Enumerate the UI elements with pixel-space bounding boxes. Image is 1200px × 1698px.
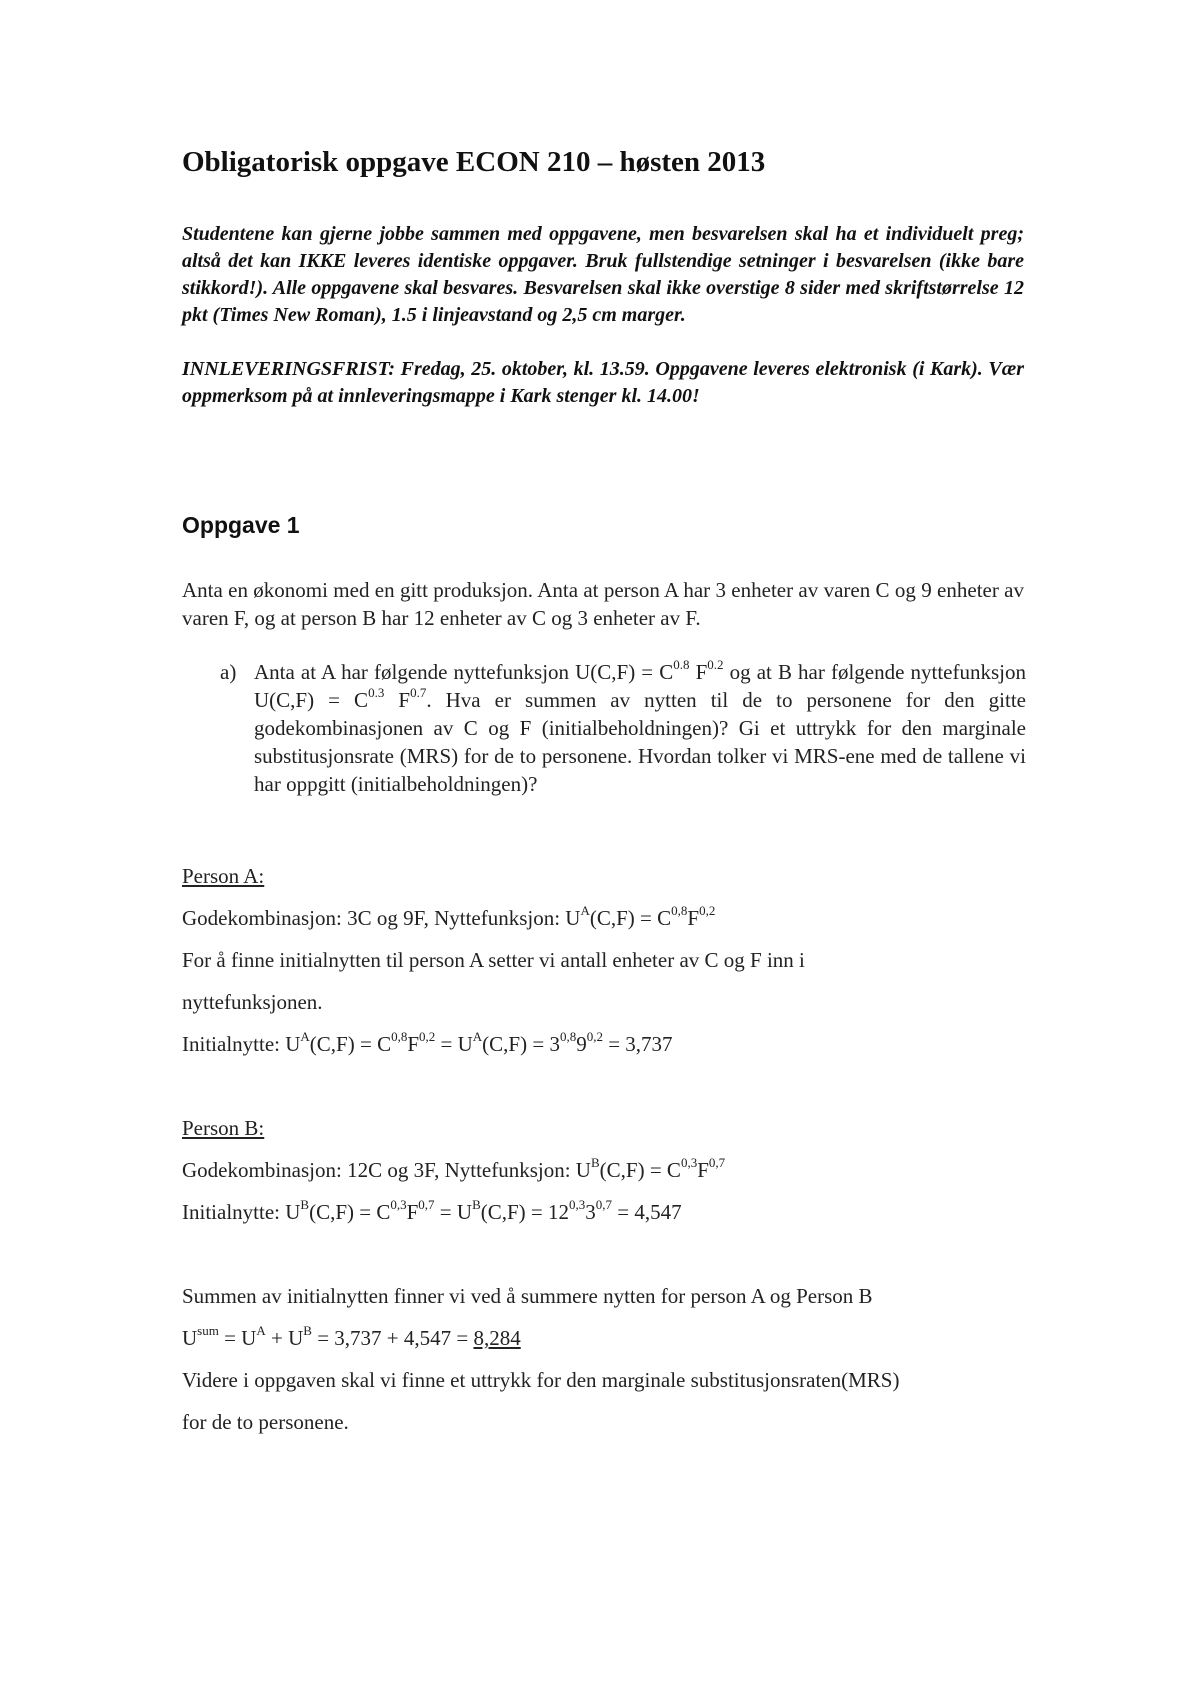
person-b-combination: Godekombinasjon: 12C og 3F, Nyttefunksjon: $U^B(C,F) = C^{0,3}F^{0,7}$	[182, 1155, 726, 1182]
summary-line-3: Videre i oppgaven skal vi finne et uttrykk for den marginale substitusjonsraten(MRS)	[182, 1368, 900, 1392]
summary-line-4: for de to personene.	[182, 1410, 349, 1434]
summary-total-utility: $U^{sum} = U^A + U^B = 3,737 + 4,547 = 8,284$	[182, 1323, 521, 1350]
task-item-a	[220, 658, 1026, 798]
person-a-initial-utility: Initialnytte: $U^A(C,F) = C^{0,8}F^{0,2} = U^A(C,F) = 3^{0,8}9^{0,2} = 3,737$	[182, 1029, 673, 1056]
task-label: a)	[220, 660, 237, 684]
task-intro-paragraph: Anta en økonomi med en gitt produksjon. Anta at person A har 3 enheter av varen C og 9 enheter av varen F, og at person B har 12 enheter av C og 3 enheter av F.	[182, 578, 1024, 630]
deadline-paragraph: INNLEVERINGSFRIST: Fredag, 25. oktober, kl. 13.59. Oppgavene leveres elektronisk (i Kark). Vær oppmerksom på at innleveringsmappe i Kark stenger kl. 14.00!	[182, 358, 1024, 407]
person-a-combination: Godekombinasjon: 3C og 9F, Nyttefunksjon: $U^A(C,F) = C^{0,8}F^{0,2}$	[182, 903, 716, 930]
task-text: Anta at A har følgende nyttefunksjon $U(C,F) = C^{0.8}$ $F^{0.2}$ og at B har følgende nyttefunksjon $U(C,F) = C^{0.3}$ $F^{0.7}$. Hva er summen av nytten til de to personene for den gitte godekombinasjonen av C og F (initialbeholdningen)? Gi et uttrykk for den marginale substitusjonsrate (MRS) for de to personene. Hvordan tolker vi MRS-ene med de tallene vi har oppgitt (initialbeholdningen)?	[254, 657, 1026, 796]
summary-line-1: Summen av initialnytten finner vi ved å summere nytten for person A og Person B	[182, 1284, 873, 1308]
instructions-block	[182, 221, 1024, 410]
section-heading-oppgave-1: Oppgave 1	[182, 512, 300, 538]
person-b-label: Person B:	[182, 1116, 265, 1140]
person-b-initial-utility: Initialnytte: $U^B(C,F) = C^{0,3}F^{0,7} = U^B(C,F) = 12^{0,3}3^{0,7} = 4,547$	[182, 1197, 682, 1224]
person-a-explanation-line-2: nyttefunksjonen.	[182, 990, 323, 1014]
person-a-explanation-line-1: For å finne initialnytten til person A setter vi antall enheter av C og F inn i	[182, 948, 805, 972]
person-a-label: Person A:	[182, 864, 265, 888]
document-title: Obligatorisk oppgave ECON 210 – høsten 2013	[182, 146, 766, 178]
total-utility-value: 8,284	[473, 1326, 521, 1350]
instructions-paragraph: Studentene kan gjerne jobbe sammen med oppgavene, men besvarelsen skal ha et individuelt preg; altså det kan IKKE leveres identiske oppgaver. Bruk fullstendige setninger i besvarelsen (ikke bare stikkord!). Alle oppgavene skal besvares. Besvarelsen skal ikke overstige 8 sider med skriftstørrelse 12 pkt (Times New Roman), 1.5 i linjeavstand og 2,5 cm marger.	[182, 223, 1024, 326]
